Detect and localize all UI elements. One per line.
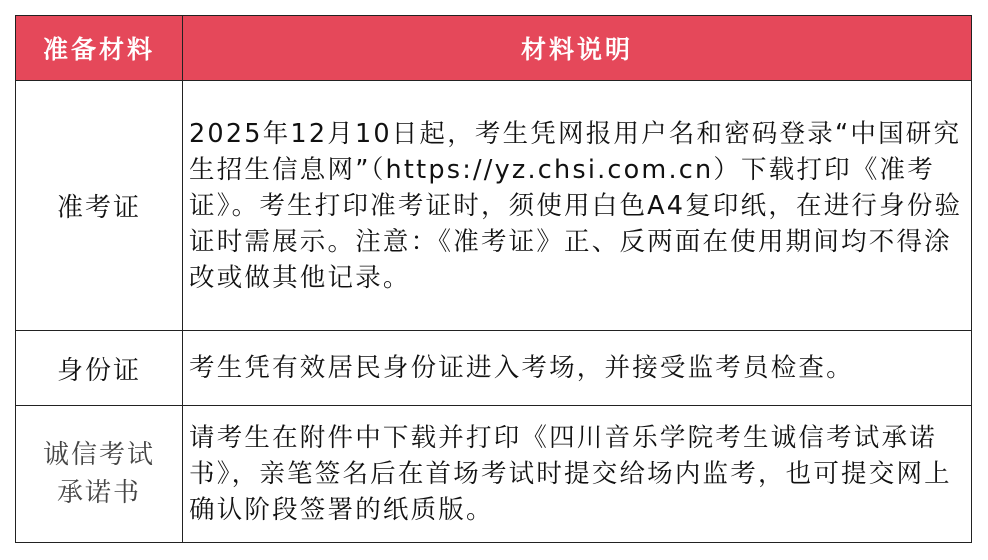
row-description-admission-ticket: 2025年12月10日起，考生凭网报用户名和密码登录“中国研究生招生信息网”（https://yz.chsi.com.cn）下载打印《准考证》。考生打印准考证时，须使用白色A4复印纸，在进行身份验证时需展示。注意：《准考证》正、反两面在使用期间均不得涂改或做其他记录。	[183, 81, 972, 331]
table-header-row	[16, 16, 972, 81]
row-label-id-card: 身份证	[16, 331, 183, 406]
materials-table	[15, 15, 972, 543]
table-row	[16, 81, 972, 331]
row-label-integrity-pledge	[16, 406, 183, 543]
table-row	[16, 331, 972, 406]
table-row	[16, 406, 972, 543]
row-label-admission-ticket: 准考证	[16, 81, 183, 331]
row-description-id-card: 考生凭有效居民身份证进入考场，并接受监考员检查。	[183, 331, 972, 406]
row-description-integrity-pledge: 请考生在附件中下载并打印《四川音乐学院考生诚信考试承诺书》，亲笔签名后在首场考试时提交给场内监考，也可提交网上确认阶段签署的纸质版。	[183, 406, 972, 543]
row-label-integrity-pledge-text: 诚信考试承诺书	[42, 440, 155, 508]
header-description: 材料说明	[183, 16, 972, 81]
header-materials: 准备材料	[16, 16, 183, 81]
